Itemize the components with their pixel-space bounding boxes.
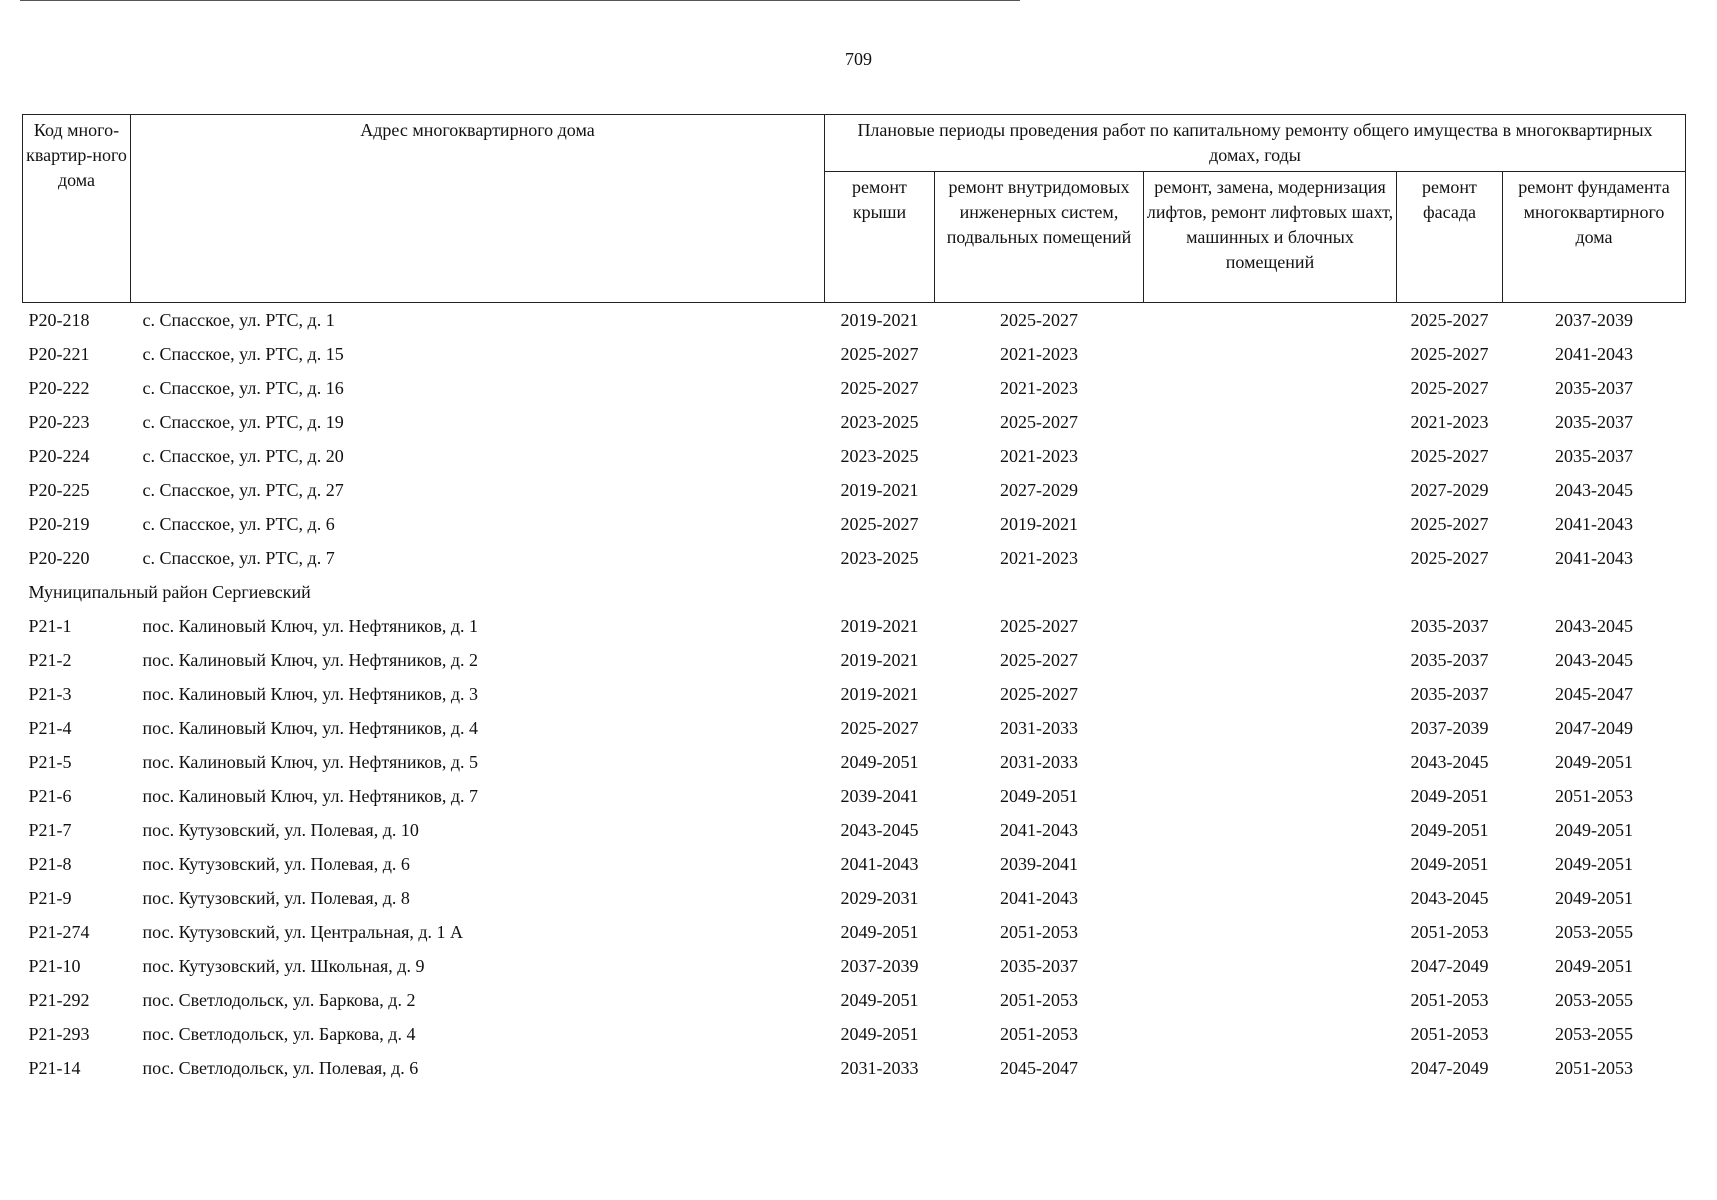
table-row [23,439,1686,473]
engineering-period-cell: 2021-2023 [1000,377,1078,398]
building-code-cell: P20-225 [28,479,90,500]
foundation-period-cell: 2053-2055 [1555,921,1633,942]
foundation-period-cell: 2041-2043 [1555,547,1633,568]
lifts-period-cell [1144,677,1397,711]
roof-period-cell: 2019-2021 [840,649,919,670]
lifts-period-cell [1144,779,1397,813]
roof-period-cell: 2019-2021 [840,683,919,704]
foundation-period-cell: 2035-2037 [1555,445,1633,466]
lifts-period-cell [1144,1051,1397,1085]
lifts-period-cell [1144,303,1397,338]
engineering-period-cell: 2027-2029 [1000,479,1078,500]
address-cell: пос. Калиновый Ключ, ул. Нефтяников, д. 4 [142,717,478,738]
table-row [23,949,1686,983]
foundation-period-cell: 2043-2045 [1555,479,1633,500]
address-cell: пос. Кутузовский, ул. Полевая, д. 8 [142,887,410,908]
address-cell: с. Спасское, ул. РТС, д. 20 [142,445,344,466]
table-row [23,813,1686,847]
address-cell: с. Спасское, ул. РТС, д. 6 [142,513,335,534]
facade-period-cell: 2043-2045 [1410,751,1489,772]
engineering-period-cell: 2025-2027 [1000,683,1078,704]
address-cell: с. Спасское, ул. РТС, д. 19 [142,411,344,432]
engineering-period-cell: 2021-2023 [1000,547,1078,568]
building-code-cell: P20-224 [28,445,90,466]
roof-period-cell: 2023-2025 [840,411,919,432]
foundation-period-cell: 2043-2045 [1555,615,1633,636]
header-building-code: Код много-квартир-ного дома [23,115,131,303]
lifts-period-cell [1144,813,1397,847]
facade-period-cell: 2035-2037 [1410,649,1489,670]
lifts-period-cell [1144,541,1397,575]
building-code-cell: P20-220 [28,547,90,568]
lifts-period-cell [1144,643,1397,677]
address-cell: с. Спасское, ул. РТС, д. 7 [142,547,335,568]
address-cell: пос. Кутузовский, ул. Школьная, д. 9 [142,955,425,976]
building-code-cell: P21-292 [28,989,90,1010]
building-code-cell: P20-218 [28,309,90,330]
building-code-cell: P21-10 [28,955,81,976]
facade-period-cell: 2021-2023 [1410,411,1489,432]
roof-period-cell: 2029-2031 [840,887,919,908]
engineering-period-cell: 2041-2043 [1000,887,1078,908]
lifts-period-cell [1144,847,1397,881]
lifts-period-cell [1144,337,1397,371]
address-cell: пос. Калиновый Ключ, ул. Нефтяников, д. 7 [142,785,478,806]
roof-period-cell: 2023-2025 [840,547,919,568]
engineering-period-cell: 2051-2053 [1000,921,1078,942]
table-row [23,745,1686,779]
header-address: Адрес многоквартирного дома [131,115,825,303]
lifts-period-cell [1144,745,1397,779]
foundation-period-cell: 2051-2053 [1555,1057,1633,1078]
facade-period-cell: 2047-2049 [1410,1057,1489,1078]
lifts-period-cell [1144,711,1397,745]
table-row [23,847,1686,881]
lifts-period-cell [1144,371,1397,405]
table-row [23,881,1686,915]
roof-period-cell: 2049-2051 [840,1023,919,1044]
building-code-cell: P21-9 [28,887,72,908]
header-planned-periods: Плановые периоды проведения работ по капитальному ремонту общего имущества в многоквартирных домах, годы [825,115,1686,172]
engineering-period-cell: 2021-2023 [1000,445,1078,466]
table-row [23,371,1686,405]
building-code-cell: P20-219 [28,513,90,534]
address-cell: пос. Калиновый Ключ, ул. Нефтяников, д. 1 [142,615,478,636]
lifts-period-cell [1144,881,1397,915]
roof-period-cell: 2025-2027 [840,343,919,364]
table-row [23,643,1686,677]
address-cell: с. Спасское, ул. РТС, д. 1 [142,309,335,330]
table-row [23,711,1686,745]
building-code-cell: P21-14 [28,1057,81,1078]
header-facade-repair: ремонт фасада [1397,172,1503,303]
table-body [23,303,1686,1086]
engineering-period-cell: 2025-2027 [1000,309,1078,330]
header-roof-repair: ремонт крыши [825,172,935,303]
facade-period-cell: 2051-2053 [1410,921,1489,942]
building-code-cell: P21-293 [28,1023,90,1044]
scan-top-edge-line [20,0,1020,1]
facade-period-cell: 2049-2051 [1410,785,1489,806]
roof-period-cell: 2037-2039 [840,955,919,976]
lifts-period-cell [1144,983,1397,1017]
engineering-period-cell: 2035-2037 [1000,955,1078,976]
facade-period-cell: 2037-2039 [1410,717,1489,738]
building-code-cell: P20-223 [28,411,90,432]
foundation-period-cell: 2035-2037 [1555,411,1633,432]
foundation-period-cell: 2035-2037 [1555,377,1633,398]
lifts-period-cell [1144,609,1397,643]
foundation-period-cell: 2045-2047 [1555,683,1633,704]
district-row [23,575,1686,609]
lifts-period-cell [1144,473,1397,507]
district-heading: Муниципальный район Сергиевский [28,581,311,602]
engineering-period-cell: 2021-2023 [1000,343,1078,364]
engineering-period-cell: 2025-2027 [1000,649,1078,670]
capital-repair-schedule-table [22,114,1686,1085]
address-cell: пос. Калиновый Ключ, ул. Нефтяников, д. 5 [142,751,478,772]
foundation-period-cell: 2049-2051 [1555,751,1633,772]
engineering-period-cell: 2051-2053 [1000,1023,1078,1044]
roof-period-cell: 2019-2021 [840,615,919,636]
building-code-cell: P21-8 [28,853,72,874]
table-row [23,609,1686,643]
engineering-period-cell: 2049-2051 [1000,785,1078,806]
roof-period-cell: 2025-2027 [840,377,919,398]
facade-period-cell: 2025-2027 [1410,377,1489,398]
lifts-period-cell [1144,1017,1397,1051]
lifts-period-cell [1144,915,1397,949]
address-cell: пос. Светлодольск, ул. Полевая, д. 6 [142,1057,419,1078]
header-lifts-repair: ремонт, замена, модернизация лифтов, ремонт лифтовых шахт, машинных и блочных помещений [1144,172,1397,303]
facade-period-cell: 2051-2053 [1410,1023,1489,1044]
lifts-period-cell [1144,949,1397,983]
engineering-period-cell: 2019-2021 [1000,513,1078,534]
facade-period-cell: 2025-2027 [1410,343,1489,364]
table-row [23,337,1686,371]
engineering-period-cell: 2031-2033 [1000,751,1078,772]
address-cell: с. Спасское, ул. РТС, д. 16 [142,377,344,398]
building-code-cell: P20-222 [28,377,90,398]
table-row [23,677,1686,711]
table-row [23,507,1686,541]
page-number: 709 [845,49,872,69]
facade-period-cell: 2051-2053 [1410,989,1489,1010]
facade-period-cell: 2025-2027 [1410,445,1489,466]
engineering-period-cell: 2045-2047 [1000,1057,1078,1078]
facade-period-cell: 2025-2027 [1410,513,1489,534]
address-cell: пос. Светлодольск, ул. Баркова, д. 2 [142,989,416,1010]
foundation-period-cell: 2049-2051 [1555,819,1633,840]
table-row [23,473,1686,507]
building-code-cell: P21-2 [28,649,72,670]
engineering-period-cell: 2041-2043 [1000,819,1078,840]
address-cell: пос. Кутузовский, ул. Полевая, д. 6 [142,853,410,874]
table-row [23,541,1686,575]
roof-period-cell: 2043-2045 [840,819,919,840]
facade-period-cell: 2049-2051 [1410,853,1489,874]
foundation-period-cell: 2049-2051 [1555,887,1633,908]
facade-period-cell: 2027-2029 [1410,479,1489,500]
foundation-period-cell: 2053-2055 [1555,1023,1633,1044]
roof-period-cell: 2049-2051 [840,921,919,942]
engineering-period-cell: 2031-2033 [1000,717,1078,738]
foundation-period-cell: 2049-2051 [1555,853,1633,874]
building-code-cell: P20-221 [28,343,90,364]
facade-period-cell: 2035-2037 [1410,615,1489,636]
facade-period-cell: 2025-2027 [1410,547,1489,568]
roof-period-cell: 2041-2043 [840,853,919,874]
table-row [23,303,1686,338]
header-foundation-repair: ремонт фундамента многоквартирного дома [1503,172,1686,303]
foundation-period-cell: 2053-2055 [1555,989,1633,1010]
lifts-period-cell [1144,507,1397,541]
header-engineering-systems-repair: ремонт внутридомовых инженерных систем, подвальных помещений [935,172,1144,303]
roof-period-cell: 2019-2021 [840,309,919,330]
foundation-period-cell: 2051-2053 [1555,785,1633,806]
roof-period-cell: 2049-2051 [840,751,919,772]
address-cell: с. Спасское, ул. РТС, д. 15 [142,343,344,364]
building-code-cell: P21-274 [28,921,90,942]
lifts-period-cell [1144,405,1397,439]
foundation-period-cell: 2041-2043 [1555,513,1633,534]
table-row [23,1051,1686,1085]
engineering-period-cell: 2025-2027 [1000,615,1078,636]
facade-period-cell: 2035-2037 [1410,683,1489,704]
facade-period-cell: 2049-2051 [1410,819,1489,840]
address-cell: пос. Кутузовский, ул. Полевая, д. 10 [142,819,419,840]
roof-period-cell: 2049-2051 [840,989,919,1010]
address-cell: пос. Светлодольск, ул. Баркова, д. 4 [142,1023,416,1044]
foundation-period-cell: 2037-2039 [1555,309,1633,330]
address-cell: пос. Кутузовский, ул. Центральная, д. 1 А [142,921,464,942]
engineering-period-cell: 2051-2053 [1000,989,1078,1010]
engineering-period-cell: 2025-2027 [1000,411,1078,432]
building-code-cell: P21-6 [28,785,72,806]
table-header [23,115,1686,303]
roof-period-cell: 2019-2021 [840,479,919,500]
lifts-period-cell [1144,439,1397,473]
building-code-cell: P21-7 [28,819,72,840]
table-row [23,1017,1686,1051]
table-row [23,779,1686,813]
table-row [23,405,1686,439]
foundation-period-cell: 2043-2045 [1555,649,1633,670]
roof-period-cell: 2039-2041 [840,785,919,806]
foundation-period-cell: 2049-2051 [1555,955,1633,976]
building-code-cell: P21-5 [28,751,72,772]
address-cell: пос. Калиновый Ключ, ул. Нефтяников, д. 2 [142,649,478,670]
engineering-period-cell: 2039-2041 [1000,853,1078,874]
foundation-period-cell: 2041-2043 [1555,343,1633,364]
building-code-cell: P21-1 [28,615,72,636]
address-cell: пос. Калиновый Ключ, ул. Нефтяников, д. 3 [142,683,478,704]
facade-period-cell: 2025-2027 [1410,309,1489,330]
roof-period-cell: 2025-2027 [840,513,919,534]
table-row [23,983,1686,1017]
roof-period-cell: 2023-2025 [840,445,919,466]
roof-period-cell: 2031-2033 [840,1057,919,1078]
table-row [23,915,1686,949]
building-code-cell: P21-3 [28,683,72,704]
address-cell: с. Спасское, ул. РТС, д. 27 [142,479,344,500]
foundation-period-cell: 2047-2049 [1555,717,1633,738]
facade-period-cell: 2043-2045 [1410,887,1489,908]
facade-period-cell: 2047-2049 [1410,955,1489,976]
building-code-cell: P21-4 [28,717,72,738]
roof-period-cell: 2025-2027 [840,717,919,738]
